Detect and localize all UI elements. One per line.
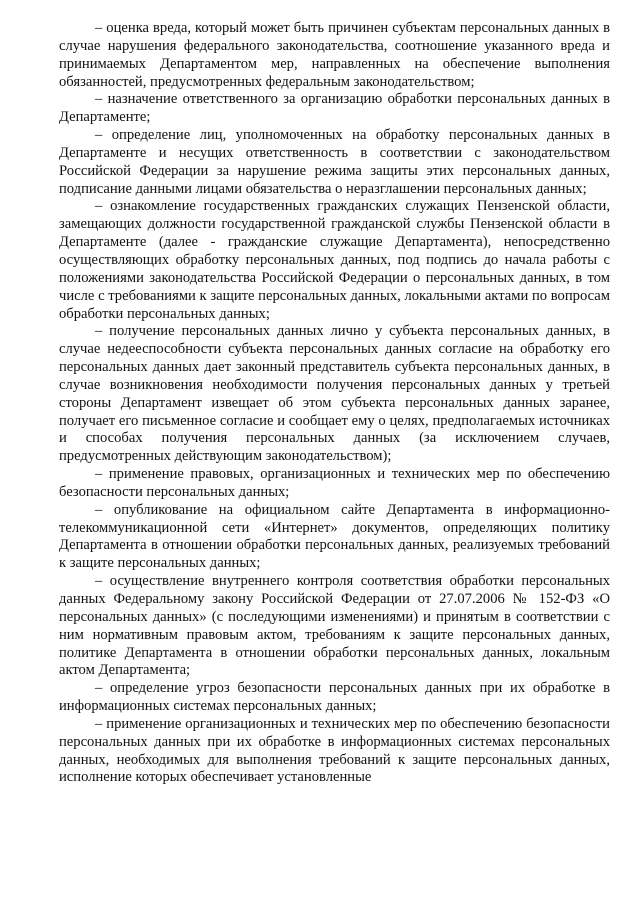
document-page (59, 20, 610, 787)
paragraph-harm-assessment: – оценка вреда, который может быть причинен субъектам персональных данных в случае нарушения федерального законодательства, соотношение указанного вреда и принимаемых Департаментом мер, направленных на обеспечение выполнения обязанностей, предусмотренных федеральным законодательством; (59, 20, 610, 90)
paragraph-staff-familiarization: – ознакомление государственных гражданских служащих Пензенской области, замещающих должности государственной гражданской службы Пензенской области в Департаменте (далее - гражданские служащие Департамента), непосредственно осуществляющих обработку персональных данных, под подпись до начала работы с положениями законодательства Российской Федерации о персональных данных, в том числе с требованиями к защите персональных данных, локальными актами по вопросам обработки персональных данных; (59, 198, 610, 322)
paragraph-internal-control: – осуществление внутреннего контроля соответствия обработки персональных данных Федеральному закону Российской Федерации от 27.07.2006 № 152-ФЗ «О персональных данных» (с последующими изменениями) и принятым в соответствии с ним нормативным правовым актом, требованиям к защите персональных данных, политике Департамента в отношении обработки персональных данных, локальным актом Департамента; (59, 573, 610, 679)
paragraph-threat-identification: – определение угроз безопасности персональных данных при их обработке в информационных системах персональных данных; (59, 680, 610, 715)
paragraph-authorized-persons: – определение лиц, уполномоченных на обработку персональных данных в Департаменте и несущих ответственность в соответствии с законодательством Российской Федерации за нарушение режима защиты этих персональных данных, подписание данными лицами обязательства о неразглашении персональных данных; (59, 127, 610, 197)
paragraph-technical-measures: – применение организационных и технических мер по обеспечению безопасности персональных данных при их обработке в информационных системах персональных данных, необходимых для выполнения требований к защите персональных данных, исполнение которых обеспечивает установленные (59, 715, 610, 786)
paragraph-website-publication: – опубликование на официальном сайте Департамента в информационно-телекоммуникационной сети «Интернет» документов, определяющих политику Департамента в отношении обработки персональных данных, реализуемых требований к защите персональных данных; (59, 501, 610, 572)
paragraph-responsible-appointment: – назначение ответственного за организацию обработки персональных данных в Департаменте; (59, 91, 610, 126)
paragraph-data-collection: – получение персональных данных лично у субъекта персональных данных, в случае недееспособности субъекта персональных данных согласие на обработку его персональных данных дает законный представитель субъекта персональных данных, в случае возникновения необходимости получения персональных данных у третьей стороны Департамент извещает об этом субъекта персональных данных заранее, получает его письменное согласие и сообщает ему о целях, предполагаемых источниках и способах получения персональных данных (за исключением случаев, предусмотренных действующим законодательством); (59, 323, 610, 465)
paragraph-security-measures: – применение правовых, организационных и технических мер по обеспечению безопасности персональных данных; (59, 466, 610, 500)
